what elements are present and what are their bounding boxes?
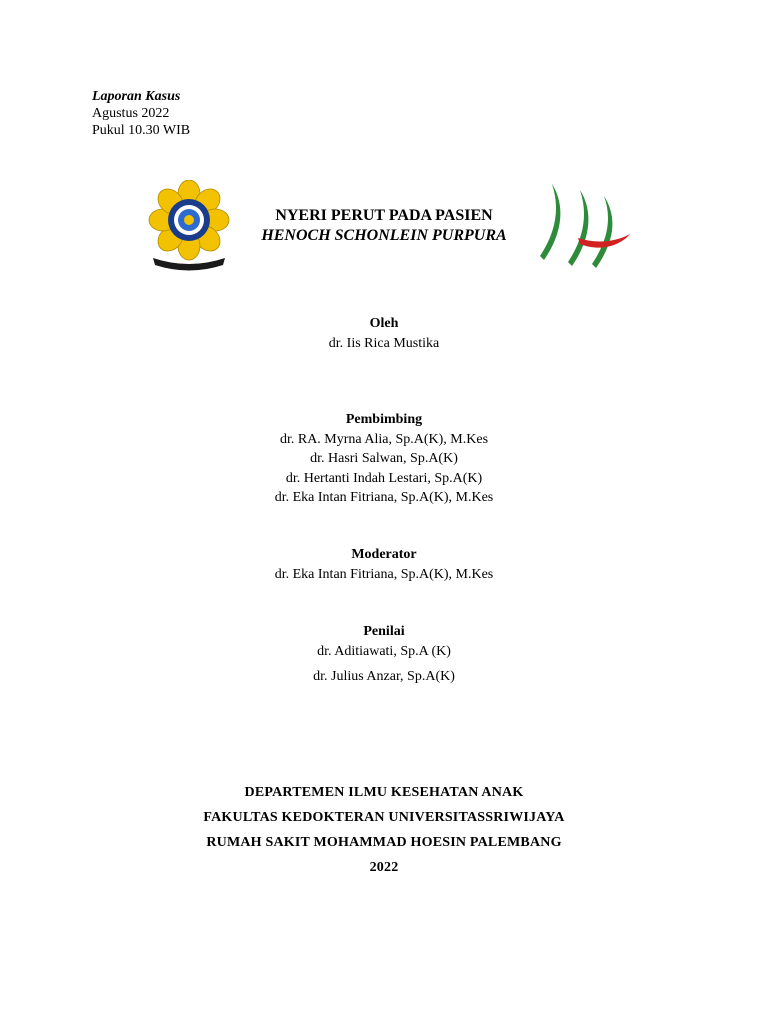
- supervisor-name: dr. RA. Myrna Alia, Sp.A(K), M.Kes: [279, 431, 489, 447]
- assessors-heading: Penilai: [363, 624, 405, 639]
- report-type: Laporan Kasus: [92, 89, 181, 104]
- report-year: 2022: [369, 860, 399, 875]
- title-line-2: HENOCH SCHONLEIN PURPURA: [261, 227, 507, 244]
- report-title: [236, 206, 532, 246]
- moderator-name: dr. Eka Intan Fitriana, Sp.A(K), M.Kes: [274, 566, 494, 582]
- supervisor-name: dr. Hertanti Indah Lestari, Sp.A(K): [285, 470, 483, 486]
- supervisors-section: [0, 410, 768, 508]
- supervisor-name: dr. Hasri Salwan, Sp.A(K): [310, 451, 458, 466]
- supervisors-heading: Pembimbing: [345, 412, 423, 427]
- author-heading: Oleh: [369, 316, 399, 331]
- author-section: [0, 314, 768, 353]
- supervisor-name: dr. Eka Intan Fitriana, Sp.A(K), M.Kes: [274, 490, 494, 505]
- report-date: Agustus 2022: [92, 106, 170, 121]
- report-meta: [92, 88, 190, 139]
- title-line-1: NYERI PERUT PADA PASIEN: [275, 207, 493, 224]
- assessor-name: dr. Julius Anzar, Sp.A(K): [313, 669, 455, 684]
- department-name: DEPARTEMEN ILMU KESEHATAN ANAK: [244, 785, 524, 800]
- hospital-name: RUMAH SAKIT MOHAMMAD HOESIN PALEMBANG: [206, 835, 562, 850]
- assessor-name: dr. Aditiawati, Sp.A (K): [317, 643, 451, 659]
- hsp-stripes-logo-icon: [534, 180, 634, 268]
- moderator-heading: Moderator: [351, 547, 417, 562]
- assessors-section: [0, 622, 768, 687]
- university-emblem-icon: [143, 180, 235, 272]
- moderator-section: [0, 545, 768, 584]
- institution-block: [0, 780, 768, 880]
- author-name: dr. Iis Rica Mustika: [328, 335, 440, 351]
- report-time: Pukul 10.30 WIB: [92, 123, 191, 138]
- faculty-name: FAKULTAS KEDOKTERAN UNIVERSITASSRIWIJAYA: [203, 810, 565, 825]
